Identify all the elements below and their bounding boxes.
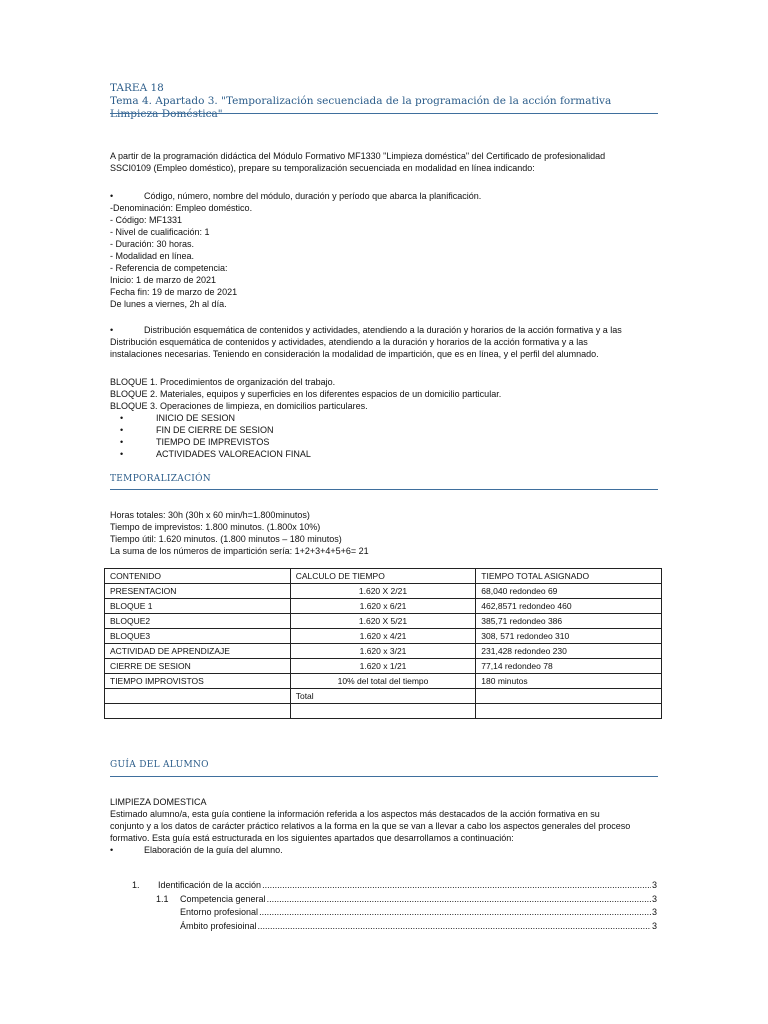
guia-line: conjunto y a los datos de carácter práctico relativos a la forma en la que se van a llevar a cabo los aspectos generales del proceso — [110, 821, 631, 831]
bullet-icon: • — [110, 191, 114, 201]
bullet-icon: • — [120, 425, 124, 435]
toc-leader — [262, 880, 651, 890]
bullet-icon: • — [120, 449, 124, 459]
toc-label: Ámbito profesioinal — [180, 921, 257, 931]
codigo-heading: Código, número, nombre del módulo, duración y período que abarca la planificación. — [144, 191, 482, 201]
guia-section — [110, 796, 660, 856]
intro-line-1: A partir de la programación didáctica del Módulo Formativo MF1330 "Limpieza doméstica" del Certificado de profesionalidad — [110, 151, 606, 161]
list-item: • TIEMPO DE IMPREVISTOS — [120, 437, 270, 447]
table-cell: PRESENTACION — [105, 584, 291, 599]
table-cell: 1.620 x 4/21 — [290, 629, 476, 644]
table-cell: CIERRE DE SESION — [105, 659, 291, 674]
codigo-line: -Denominación: Empleo doméstico. — [110, 203, 253, 213]
distribucion-bullet-item — [110, 324, 660, 336]
tema-title: Tema 4. Apartado 3. "Temporalización secuenciada de la programación de la acción formativa Limpieza Doméstica" — [110, 95, 612, 120]
table-cell — [105, 689, 291, 704]
table-cell: 68,040 redondeo 69 — [476, 584, 662, 599]
toc-leader — [267, 894, 651, 904]
list-item: • ACTIVIDADES VALOREACION FINAL — [120, 449, 311, 459]
table-total-label: Total — [290, 689, 476, 704]
table-cell: ACTIVIDAD DE APRENDIZAJE — [105, 644, 291, 659]
temporalizacion-divider — [110, 489, 658, 490]
toc-leader — [259, 907, 651, 917]
toc-label: Identificación de la acción — [158, 880, 262, 890]
guia-line: Estimado alumno/a, esta guía contiene la información referida a los aspectos más destacados de la acción formativa en su — [110, 809, 600, 819]
bullet-icon: • — [110, 325, 114, 335]
toc-page: 3 — [651, 880, 657, 890]
list-item: • INICIO DE SESION — [120, 413, 236, 423]
table-cell — [290, 704, 476, 719]
table-row — [105, 644, 662, 659]
table-cell: 1.620 X 2/21 — [290, 584, 476, 599]
temporalizacion-table — [104, 568, 662, 719]
intro-paragraph — [110, 150, 660, 174]
table-cell: 1.620 x 1/21 — [290, 659, 476, 674]
bloque-3: BLOQUE 3. Operaciones de limpieza, en domicilios particulares. — [110, 401, 368, 411]
toc-page: 3 — [651, 894, 657, 904]
bullet-icon: • — [110, 845, 114, 855]
table-row — [105, 629, 662, 644]
table-row — [105, 659, 662, 674]
guia-line: formativo. Esta guía está estructurada en los siguientes apartados que desarrollamos a continuación: — [110, 833, 514, 843]
codigo-line: - Nivel de cualificación: 1 — [110, 227, 210, 237]
toc-number: 1.1 — [156, 894, 169, 904]
bloques-section — [110, 376, 660, 460]
table-header-cell: TIEMPO TOTAL ASIGNADO — [476, 569, 662, 584]
table-cell — [476, 689, 662, 704]
temporalizacion-details — [110, 509, 660, 557]
document-header — [110, 82, 660, 121]
table-cell: 1.620 X 5/21 — [290, 614, 476, 629]
toc-page: 3 — [651, 921, 657, 931]
table-cell: BLOQUE 1 — [105, 599, 291, 614]
toc-leader — [258, 921, 651, 931]
tarea-label: TAREA 18 — [110, 82, 164, 94]
table-row — [105, 704, 662, 719]
bloque-3-items — [110, 412, 660, 460]
table-total-row — [105, 689, 662, 704]
distribucion-line-2: Distribución esquemática de contenidos y actividades, atendiendo a la duración y horarios de la acción formativa y a las — [110, 337, 588, 347]
table-header-row — [105, 569, 662, 584]
distribucion-section — [110, 324, 660, 360]
table-cell: BLOQUE3 — [105, 629, 291, 644]
distribucion-line-3: instalaciones necesarias. Teniendo en consideración la modalidad de impartición, que es en línea, y el perfil del alumnado. — [110, 349, 599, 359]
list-item: • FIN DE CIERRE DE SESION — [120, 425, 274, 435]
bloque-1: BLOQUE 1. Procedimientos de organización del trabajo. — [110, 377, 336, 387]
guia-subtitle: LIMPIEZA DOMESTICA — [110, 797, 207, 807]
table-cell: 1.620 x 3/21 — [290, 644, 476, 659]
table-cell: 231,428 redondeo 230 — [476, 644, 662, 659]
header-divider — [110, 113, 658, 114]
distribucion-line-1: Distribución esquemática de contenidos y actividades, atendiendo a la duración y horarios de la acción formativa y a las — [144, 325, 622, 335]
temporalizacion-line: Tiempo útil: 1.620 minutos. (1.800 minutos – 180 minutos) — [110, 534, 342, 544]
temporalizacion-line: Tiempo de imprevistos: 1.800 minutos. (1.800x 10%) — [110, 522, 321, 532]
temporalizacion-heading: TEMPORALIZACIÓN — [110, 474, 211, 484]
table-cell: BLOQUE2 — [105, 614, 291, 629]
codigo-line: De lunes a viernes, 2h al día. — [110, 299, 227, 309]
codigo-section — [110, 190, 660, 310]
codigo-line: Fecha fin: 19 de marzo de 2021 — [110, 287, 238, 297]
codigo-line: - Duración: 30 horas. — [110, 239, 195, 249]
toc-number: 1. — [132, 880, 140, 890]
toc-entry[interactable] — [180, 921, 657, 931]
guia-bullet-item — [110, 844, 660, 856]
codigo-line: - Modalidad en línea. — [110, 251, 195, 261]
temporalizacion-line: La suma de los números de impartición sería: 1+2+3+4+5+6= 21 — [110, 546, 369, 556]
toc-entry[interactable] — [132, 880, 657, 890]
intro-line-2: SSCI0109 (Empleo doméstico), prepare su temporalización secuenciada en modalidad en línea indicando: — [110, 163, 535, 173]
toc-entry[interactable] — [180, 907, 657, 917]
table-row — [105, 599, 662, 614]
table-row — [105, 614, 662, 629]
table-cell: TIEMPO IMPROVISTOS — [105, 674, 291, 689]
table-cell: 77,14 redondeo 78 — [476, 659, 662, 674]
table-row — [105, 674, 662, 689]
bullet-icon: • — [120, 437, 124, 447]
codigo-line: - Código: MF1331 — [110, 215, 183, 225]
table-cell: 385,71 redondeo 386 — [476, 614, 662, 629]
bloque-2: BLOQUE 2. Materiales, equipos y superficies en los diferentes espacios de un domicilio particular. — [110, 389, 502, 399]
table-cell: 462,8571 redondeo 460 — [476, 599, 662, 614]
toc-label: Competencia general — [180, 894, 266, 904]
guia-bullet-text: Elaboración de la guía del alumno. — [144, 845, 283, 855]
codigo-bullet-item — [110, 190, 660, 202]
codigo-line: Inicio: 1 de marzo de 2021 — [110, 275, 217, 285]
toc-label: Entorno profesional — [180, 907, 259, 917]
guia-divider — [110, 776, 658, 777]
table-header-cell: CALCULO DE TIEMPO — [290, 569, 476, 584]
temporalizacion-line: Horas totales: 30h (30h x 60 min/h=1.800minutos) — [110, 510, 310, 520]
bullet-icon: • — [120, 413, 124, 423]
table-cell: 180 minutos — [476, 674, 662, 689]
codigo-line: - Referencia de competencia: — [110, 263, 228, 273]
table-cell: 308, 571 redondeo 310 — [476, 629, 662, 644]
table-cell — [476, 704, 662, 719]
table-cell — [105, 704, 291, 719]
toc-entry[interactable] — [156, 894, 657, 904]
table-cell: 1.620 x 6/21 — [290, 599, 476, 614]
toc-page: 3 — [651, 907, 657, 917]
table-header-cell: CONTENIDO — [105, 569, 291, 584]
guia-heading: GUÍA DEL ALUMNO — [110, 760, 209, 770]
table-cell: 10% del total del tiempo — [290, 674, 476, 689]
table-row — [105, 584, 662, 599]
